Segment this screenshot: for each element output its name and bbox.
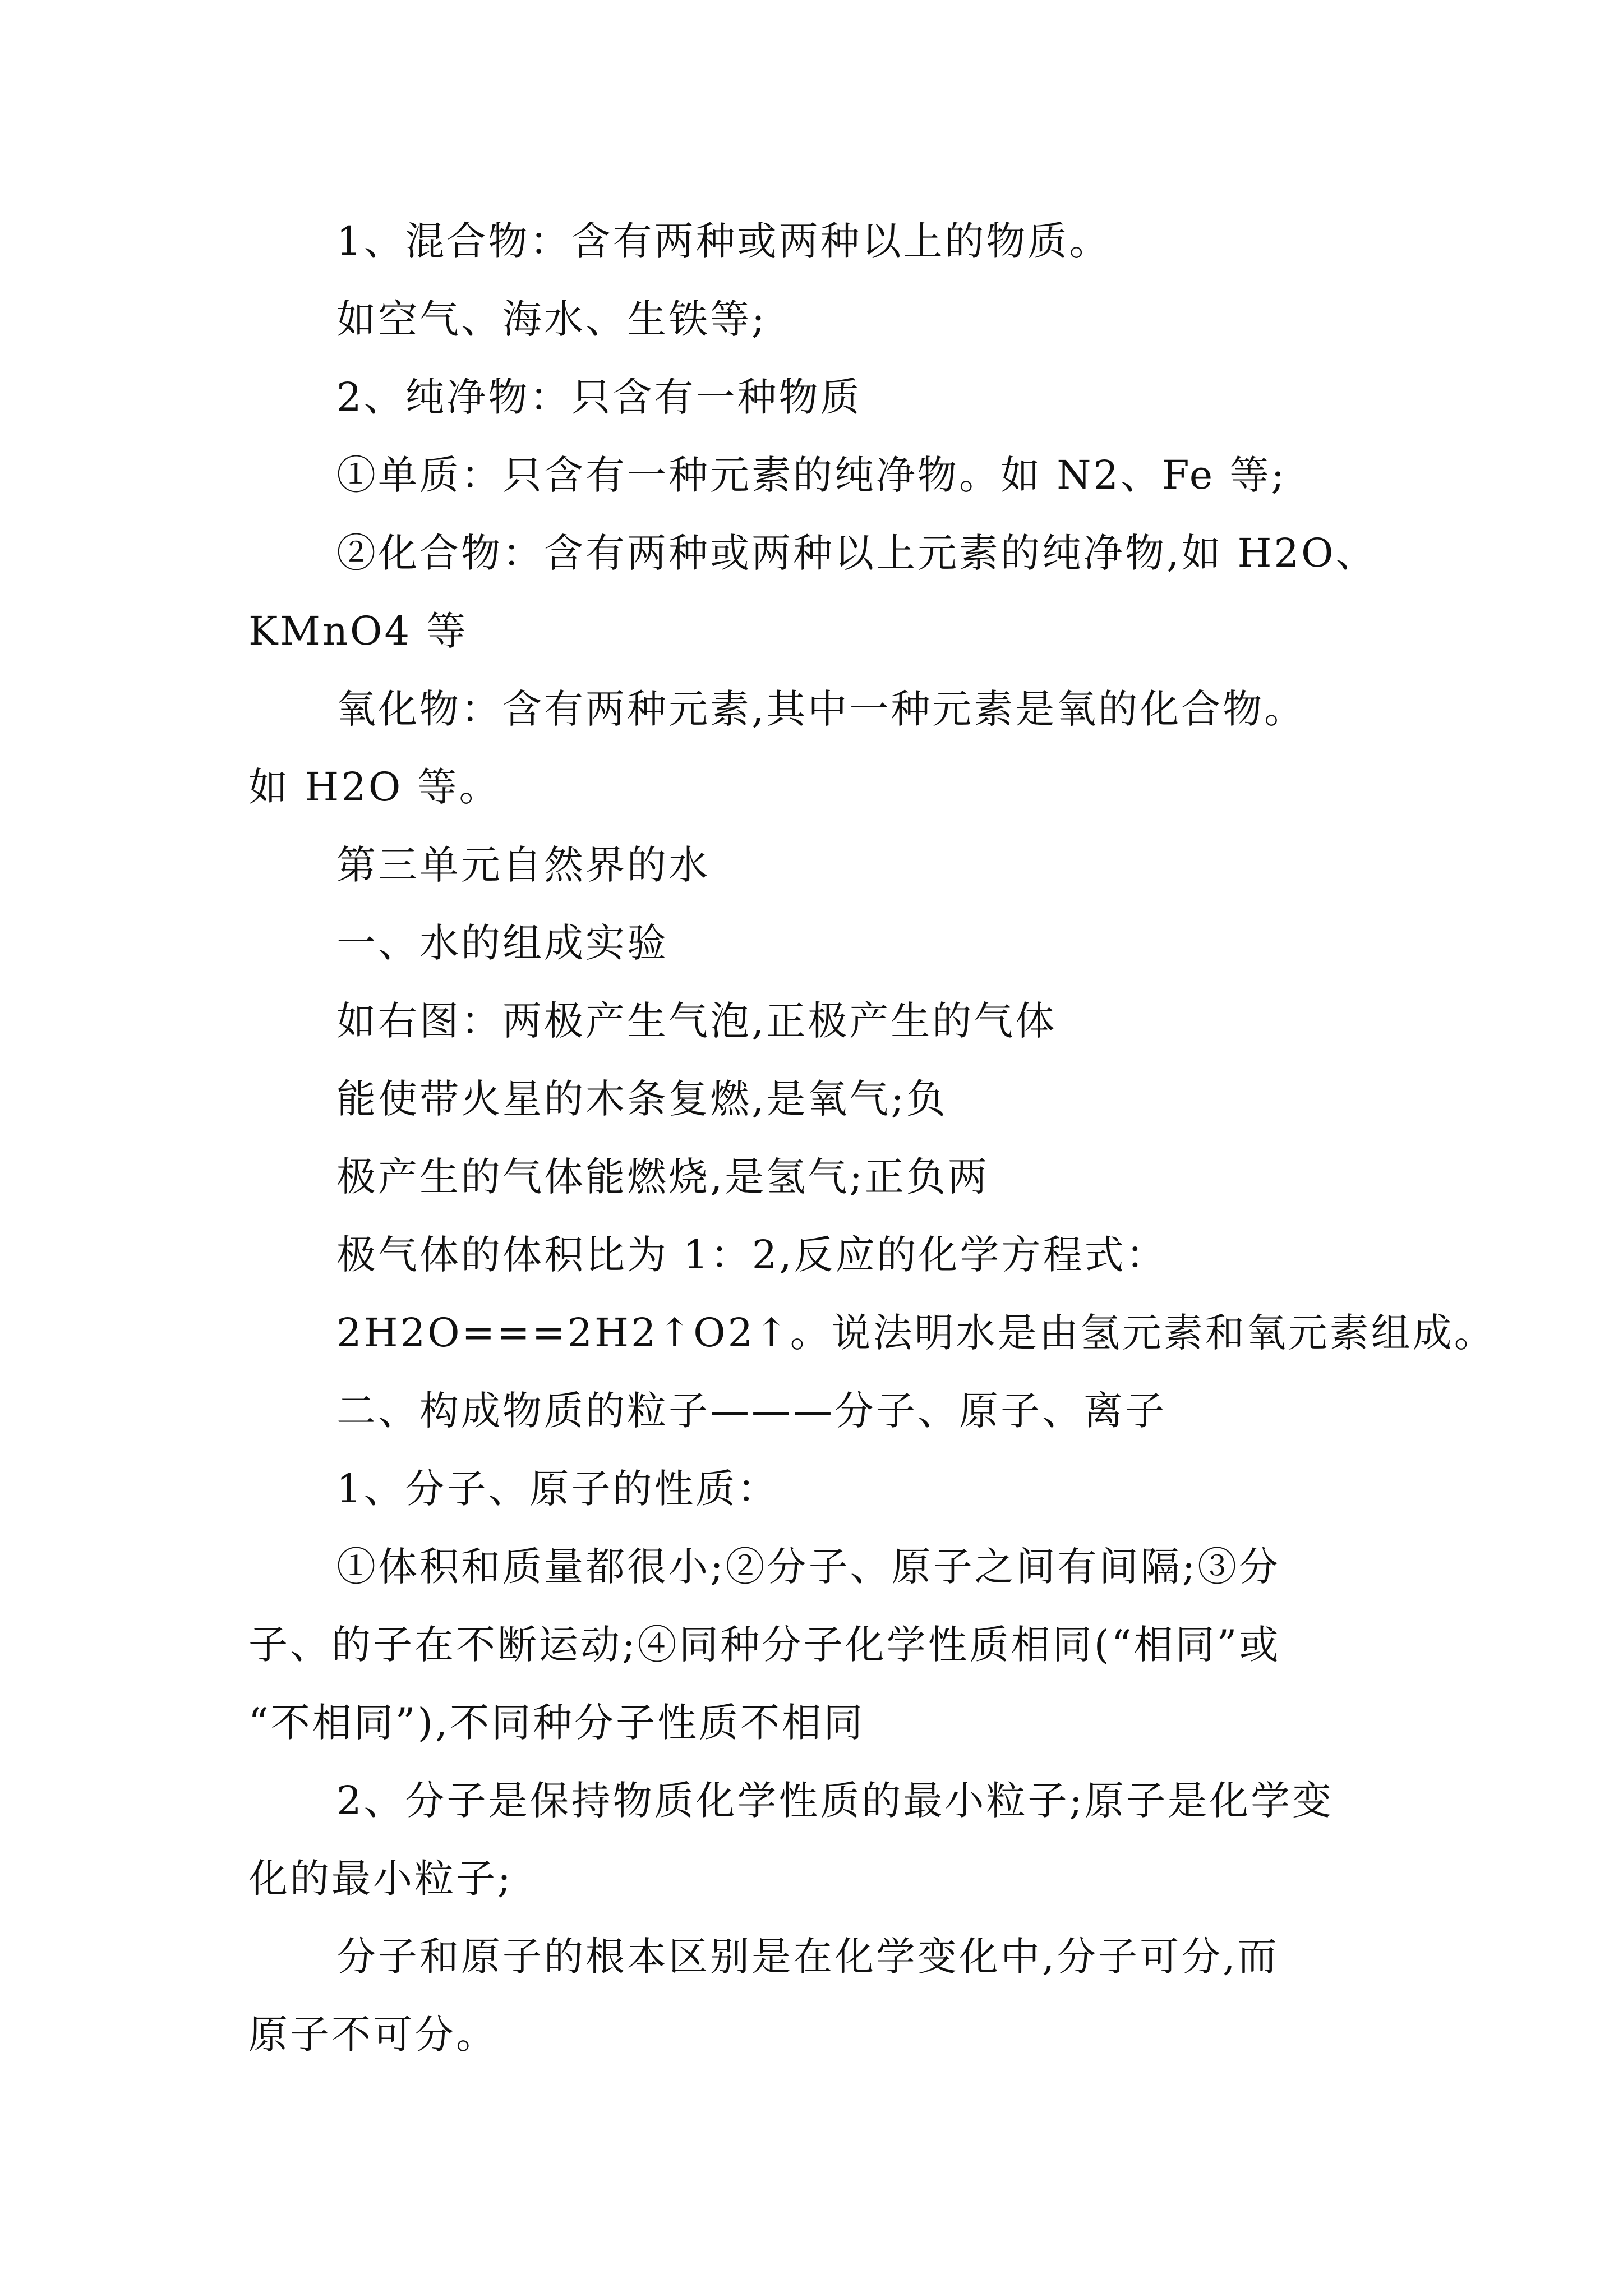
text-line: 分子和原子的根本区别是在化学变化中,分子可分,而 — [336, 1934, 1279, 1980]
text-line: ②化合物：含有两种或两种以上元素的纯净物,如 H2O、 — [336, 530, 1377, 576]
text-line: 如 H2O 等。 — [248, 764, 501, 810]
text-line: 2、纯净物：只含有一种物质 — [336, 374, 862, 420]
text-line: 如右图：两极产生气泡,正极产生的气体 — [336, 998, 1057, 1044]
text-line: 化的最小粒子; — [248, 1856, 513, 1902]
section-heading: 第三单元自然界的水 — [336, 842, 710, 888]
text-line: 如空气、海水、生铁等; — [336, 296, 767, 342]
text-line: KMnO4 等 — [248, 608, 468, 654]
text-line: 极产生的气体能燃烧,是氢气;正负两 — [336, 1154, 989, 1200]
text-line: 1、分子、原子的性质： — [336, 1466, 779, 1512]
subsection-heading: 一、水的组成实验 — [336, 920, 668, 966]
text-line: 子、的子在不断运动;④同种分子化学性质相同(“相同”或 — [248, 1622, 1281, 1668]
text-line: 原子不可分。 — [248, 2012, 497, 2058]
text-line: 2、分子是保持物质化学性质的最小粒子;原子是化学变 — [336, 1778, 1334, 1824]
text-line: “不相同”),不同种分子性质不相同 — [248, 1700, 865, 1746]
text-line: 氧化物：含有两种元素,其中一种元素是氧的化合物。 — [336, 686, 1306, 732]
text-line: 能使带火星的木条复燃,是氧气;负 — [336, 1076, 948, 1122]
text-line: 极气体的体积比为 1：2,反应的化学方程式： — [336, 1232, 1168, 1278]
equation-line: 2H2O===2H2↑O2↑。说法明水是由氢元素和氧元素组成。 — [336, 1310, 1496, 1356]
text-line: ①体积和质量都很小;②分子、原子之间有间隔;③分 — [336, 1544, 1281, 1590]
text-line: ①单质：只含有一种元素的纯净物。如 N2、Fe 等; — [336, 452, 1287, 498]
text-line: 1、混合物：含有两种或两种以上的物质。 — [336, 218, 1111, 264]
subsection-heading: 二、构成物质的粒子———分子、原子、离子 — [336, 1388, 1166, 1434]
